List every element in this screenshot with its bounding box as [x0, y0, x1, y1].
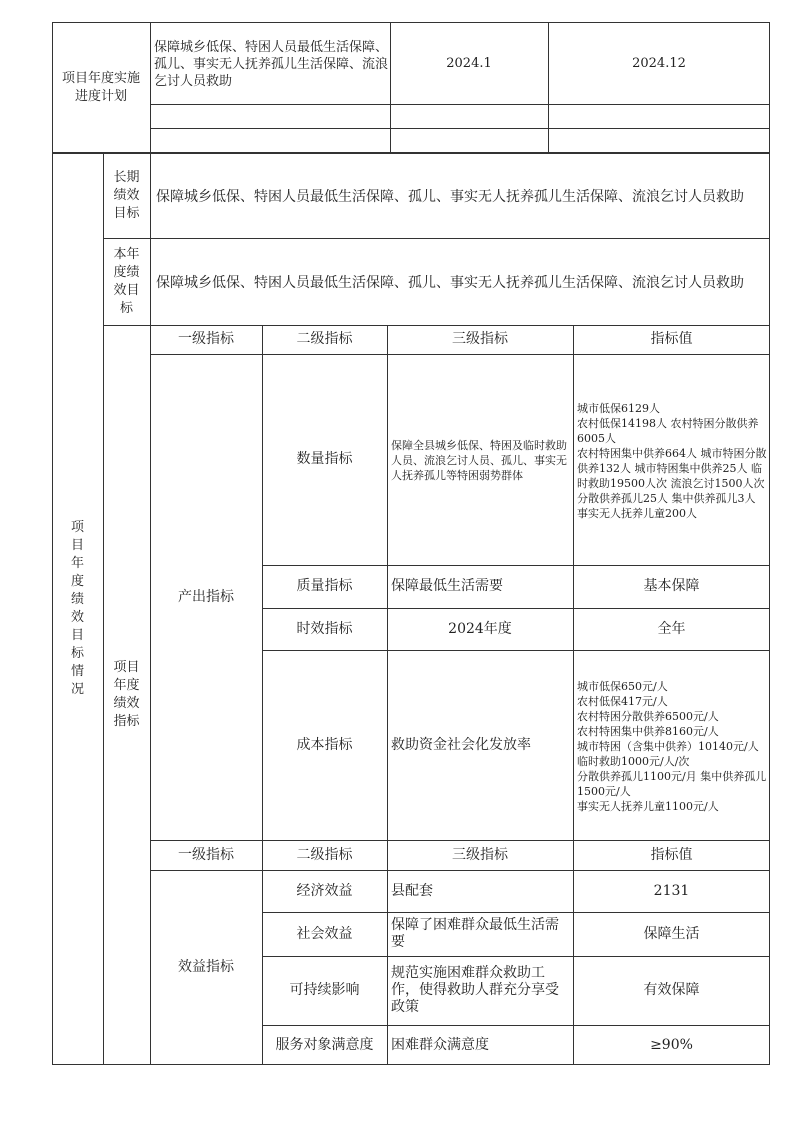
quantity-desc: 保障全县城乡低保、特困及临时救助人员、流浪乞讨人员、孤儿、事实无人抚养孤儿等特困弱势群体 [391, 439, 567, 482]
header2-value: 指标值 [650, 846, 693, 863]
performance-section-label: 项目年度绩效目标情况 [70, 520, 84, 697]
quantity-value: 城市低保6129人 农村低保14198人 农村特困分散供养6005人 农村特困集中供养664人 城市特困分散供养132人 城市特困集中供养25人 临时救助19500人次 流浪乞讨1500人次 分散供养孤儿25人 集中供养孤儿3人 事实无人抚养儿童200人 [577, 401, 767, 520]
timeliness-desc: 2024年度 [448, 620, 512, 637]
cost-desc: 救助资金社会化发放率 [391, 736, 531, 753]
annual-text: 保障城乡低保、特困人员最低生活保障、孤儿、事实无人抚养孤儿生活保障、流浪乞讨人员救助 [156, 274, 744, 291]
social-name: 社会效益 [296, 925, 353, 942]
header-level1: 一级指标 [178, 331, 234, 347]
cost-value: 城市低保650元/人 农村低保417元/人 农村特困分散供养6500元/人 农村特困集中供养8160元/人 城市特困（含集中供养）10140元/人 临时救助1000元/人/次 分散供养孤儿1100元/月 集中供养孤儿1500元/人 事实无人抚养儿童1100元/人 [577, 679, 767, 813]
header2-level2: 二级指标 [296, 846, 353, 863]
header2-level1: 一级指标 [178, 846, 234, 863]
long-term-text: 保障城乡低保、特困人员最低生活保障、孤儿、事实无人抚养孤儿生活保障、流浪乞讨人员救助 [156, 188, 744, 205]
header-level2: 二级指标 [296, 331, 353, 347]
header-value: 指标值 [650, 331, 693, 347]
schedule-task: 保障城乡低保、特困人员最低生活保障、孤儿、事实无人抚养孤儿生活保障、流浪乞讨人员救助 [154, 39, 389, 89]
economic-name: 经济效益 [296, 882, 353, 899]
schedule-label: 项目年度实施进度计划 [61, 70, 140, 104]
satisfaction-value: ≥90% [650, 1036, 693, 1053]
economic-desc: 县配套 [391, 882, 433, 899]
economic-value: 2131 [653, 882, 690, 899]
header-level3: 三级指标 [452, 331, 508, 347]
quality-value: 基本保障 [643, 578, 700, 594]
header2-level3: 三级指标 [452, 846, 508, 863]
satisfaction-name: 服务对象满意度 [275, 1036, 374, 1053]
benefit-label: 效益指标 [178, 959, 234, 975]
social-value: 保障生活 [643, 925, 700, 942]
quality-desc: 保障最低生活需要 [391, 578, 503, 594]
cost-name: 成本指标 [296, 736, 353, 753]
sustainable-value: 有效保障 [643, 982, 700, 998]
sustainable-name: 可持续影响 [289, 982, 360, 998]
quality-name: 质量指标 [296, 578, 353, 594]
satisfaction-desc: 困难群众满意度 [391, 1036, 489, 1053]
indicators-label: 项目年度绩效指标 [113, 660, 140, 729]
timeliness-name: 时效指标 [296, 620, 353, 637]
timeliness-value: 全年 [657, 620, 686, 637]
annual-label: 本年度绩效目标 [113, 246, 140, 316]
long-term-label: 长期绩效目标 [113, 169, 140, 221]
social-desc: 保障了困难群众最低生活需要 [391, 917, 559, 950]
quantity-name: 数量指标 [296, 451, 353, 467]
schedule-end: 2024.12 [632, 55, 686, 71]
schedule-start: 2024.1 [446, 55, 492, 71]
sustainable-desc: 规范实施困难群众救助工作，使得救助人群充分享受政策 [391, 965, 559, 1015]
output-label: 产出指标 [178, 588, 234, 605]
